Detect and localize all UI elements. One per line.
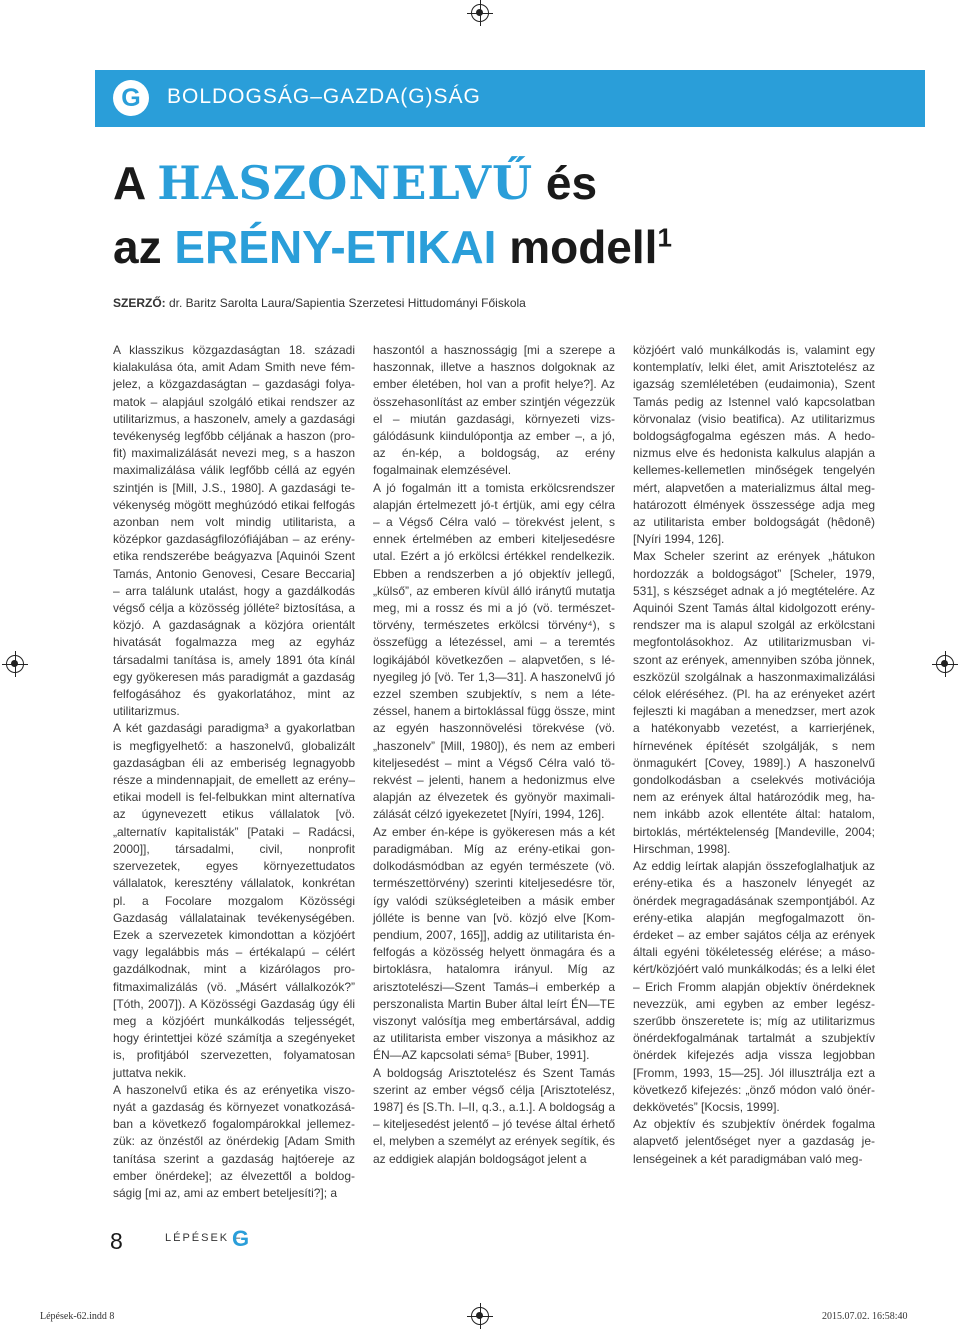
- paragraph: A boldogság Arisztotelész és Szent Tamás szerint az ember végső célja [Arisztotelész, 1987] és [S.Th. I–II, q.3., a.1.]. A boldogság a – kiteljesedést jelentő – jó tevése által érhető el, melyben a személyt az erények segítik, és az eddigiek alapján boldogságot jelent a: [373, 1065, 615, 1166]
- byline-label: SZERZŐ:: [113, 296, 166, 310]
- title-footnote-mark: 1: [657, 222, 672, 253]
- paragraph: haszontól a hasznosságig [mi a szerepe a haszonnak, illetve a hasznos dolgoknak az ember életében, hol van a profit helye?]. Az összehasonlítást az ember szintjén végezzük el – miután gazdasági, környezeti vizsgálódásunk kiindulópontja az ember –, a jó, az én-kép, a boldogság, az erény fogalmainak elemzésével.: [373, 343, 615, 478]
- paragraph: A klasszikus közgazdaságtan 18. századi kialakulása óta, amit Adam Smith neve fémjelez, a közgazdaságtan – gazdasági folyamatok – alapjául szolgáló etikai rendszer az utilitarizmus, a haszonelv, amely a gazdasági tevékenység legfőbb céljának a haszon (profit) maximalizálását nevezi meg, s a haszon maximalizálása válik legfőbb céllá az egyén szintjén is [Mill, J.S., 1980]. A gazdasági tevékenység mögött meghúzódó etikai felfogás azonban nem volt mindig utilitarista, a középkor gazdaságfilozófiájában – az erényetika rendszerébe beágyazva [Aquinói Szent Tamás, Antonio Genovesi, Cesare Beccaria] – arra találunk utalást, hogy a gazdálkodás végső célja a közösség jólléte² biztosítása, a közjó. A gazdaságnak a közjóra orientált hivatását fogalmazza meg az egyház társadalmi tanítása is, amely 1891 óta kínál egy gyökeresen más paradigmát a gazdaság felfogásához és gyakorlatához, mint az utilitarizmus.: [113, 343, 355, 719]
- section-banner: [95, 70, 925, 127]
- page-number: 8: [110, 1228, 123, 1254]
- paragraph: A két gazdasági paradigma³ a gyakorlatban is megfigyelhető: a haszonelvű, globalizált gazdaságban éli az emberiség legnagyobb része a mindennapjait, de emellett az erény–etikai modell is fel-felbukkan mint alternatíva az úgynevezett etikus vállalatok [vö. „alternatív kapitalisták” [Pataki – Radácsi, 2000]], társadalmi, civil, nonprofit szervezetek, egyes környezettudatos vállalatok, keresztény vállalatok, konkrétan pl. a Focolare mozgalom Közösségi Gazdaság vállalatainak tevékenységében. Ezek a szervezetek kimondottan a közjóért vagy legalábbis más – értékalapú – célért gazdálkodnak, mint a kizárólagos profitmaximalizálás (vö. „Másért vállalkozók?” [Tóth, 2007]). A Közösségi Gazdaság úgy éli meg a közjóért munkálkodás teljességét, hogy érintettjei közé számítja a szegényeket is, profitjából szervezetten, folyamatosan juttatva nekik.: [113, 721, 355, 1080]
- footer-magazine-name: LÉPÉSEK –: [165, 1232, 243, 1244]
- text-column-1: [113, 342, 355, 1202]
- paragraph: A haszonelvű etika és az erényetika viszonyát a gazdaság és környezet vonatkozásában a következő fogalompárokkal jellemezzük: az önzéstől az önérdekig [Adam Smith tanítása szerint a gazdaság hajtóereje az ember önérdeke]; az élvezettől a boldogságig [mi az, ami az embert beteljesíti?]; a: [113, 1082, 355, 1200]
- registration-mark-icon: [936, 655, 954, 673]
- author-byline: [113, 296, 526, 310]
- paragraph: A jó fogalmán itt a tomista erkölcsrendszer alapján értelmezett jó-t értjük, ami egy célra – a Végső Célra való – törekvést jelent, s ennek értelmében az emberi kiteljesedésre utal. Ezért a jó erkölcsi értékkel rendelkezik. Ebben a rendszerben a jó objektív jellegű, „külső”, az emberen kívül álló iránytű mutatja meg, mi a rossz és mi a jó (vö. természettörvény, természetes erkölcsi törvény⁴), s összefügg a létezéssel, ami – a teremtés logikájából következően – alapvetően, s lényegileg jó [vö. Ter 1,3—31]. A haszonelvű jó ezzel szemben szubjektív, s nem a létezéssel, hanem a birtoklással függ össze, mint az egyén haszonnövelési törekvése (vö. „haszonelv” [Mill, 1980]), és nem az emberi kiteljesedést – mint a Végső Célra való törekvést – jelenti, hanem a hedonizmus elve alapján az élvezetek és gyönyör maximalizálását célzó igyekezetet [Nyíri, 1994, 126].: [373, 480, 615, 822]
- byline-author: dr. Baritz Sarolta Laura/Sapientia Szerzetesi Hittudományi Főiskola: [165, 296, 526, 310]
- footer-logo-icon: G: [232, 1226, 250, 1251]
- registration-mark-icon: [6, 655, 24, 673]
- paragraph: Az ember én-képe is gyökeresen más a két paradigmában. Míg az erény-etikai gondolkodásmódban az egyén természete (vö. természettörvény) szerinti kiteljesedésre tör, így valódi szükségleteiben a másik ember jólléte is benne van [vö. közjó elve [Kompendium, 2007, 165]], addig az utilitarista én-felfogás a közösség helyett önmagára és a birtoklásra, hatalomra irányul. Míg az arisztotelészi—Szent Tamás–i emberkép a perszonalista Martin Buber által leírt ÉN—TE viszonyt valósítja meg embertársával, addig az utilitarista ember viszonya a másikhoz az ÉN—AZ kapcsolati séma⁵ [Buber, 1991].: [373, 824, 615, 1063]
- print-slug-date: 2015.07.02. 16:58:40: [822, 1311, 908, 1322]
- paragraph: Az eddig leírtak alapján összefoglalhatjuk az erény-etika és a haszonelv lényegét az önérdek megragadásának szempontjából. Az erény-etika alapján megfogalmazott önérdeket – az ember sajátos célja az erények általi egyéni tökéletesség elérése; a másokért/közjóért való munkálkodás; és a lelki élet – Erich Fromm alapján objektív önérdeknek nevezzük, ami egyben az ember legészszerűbb önszeretete is; míg az utilitarizmus önérdekfogalmának tartalmát a szubjektív önérdek kifejezés adja vissza legjobban [Fromm, 1993, 15—25]. Jól illusztrálja ezt a következő kifejezés: „önző módon való önérdekkövetés” [Kocsis, 1999].: [633, 859, 875, 1114]
- magazine-logo-icon: G: [113, 80, 149, 116]
- section-title: BOLDOGSÁG–GAZDA(G)SÁG: [167, 85, 481, 108]
- article-title-line-2: az ERÉNY-ETIKAI modell$^1$: [113, 221, 672, 273]
- registration-mark-icon: [471, 4, 489, 22]
- title-accent-erenyetikai: ERÉNY-ETIKAI: [174, 221, 497, 273]
- article-title-line-1: A HASZONELVŰ és: [113, 156, 598, 210]
- print-slug-filename: Lépések-62.indd 8: [40, 1311, 115, 1322]
- paragraph: közjóért való munkálkodás is, valamint egy kontemplatív, lelki élet, amit Arisztotelész az igazság szemléletében (eudaimonia), Szent Tamás pedig az Istennel való kapcsolatban körvonalaz (visio beatifica). Az utilitarizmus boldogságfogalma egészen más. A hedonizmus elve és hedonista kalkulus alapján a kellemes-kellemetlen minőségek tengelyén mért, alapvetően a materializmus által meghatározott élmények összessége adja meg az utilitarista ember boldogságát (hêdonê) [Nyíri 1994, 126].: [633, 343, 875, 547]
- paragraph: Az objektív és szubjektív önérdek fogalma alapvető jelentőséget nyer a gazdaság jelenségeinek a két paradigmában való meg-: [633, 1117, 875, 1166]
- text-column-2: [373, 342, 615, 1168]
- paragraph: Max Scheler szerint az erények „hátukon hordozzák a boldogságot” [Scheler, 1979, 531], s készséget adnak a jó megtételére. Az Aquinói Szent Tamás által kidolgozott erényrendszer ma is alapul szolgál az erkölcstani megfontolásokhoz. Az utilitarizmusban viszont az erények, amennyiben szóba jönnek, eszközül szolgálnak a haszonmaximalizálási célok eléréséhez. (Pl. ha az erényeket azért fejleszti ki magában a menedzser, mert azok a hatékonyabb vezetést, a karrierjének, hírnevének építését szolgálják, s nem önmagukért [Covey, 1989].) A haszonelvű gondolkodásban a cselekvés motivációja nem az erények által határozódik meg, hanem inkább azok ellentéte által: hatalom, birtoklás, mértéktelenség [Mandeville, 2004; Hirschman, 1998].: [633, 549, 875, 856]
- text-column-3: [633, 342, 875, 1168]
- registration-mark-icon: [471, 1307, 489, 1325]
- title-accent-haszonelvu: HASZONELVŰ: [157, 156, 534, 210]
